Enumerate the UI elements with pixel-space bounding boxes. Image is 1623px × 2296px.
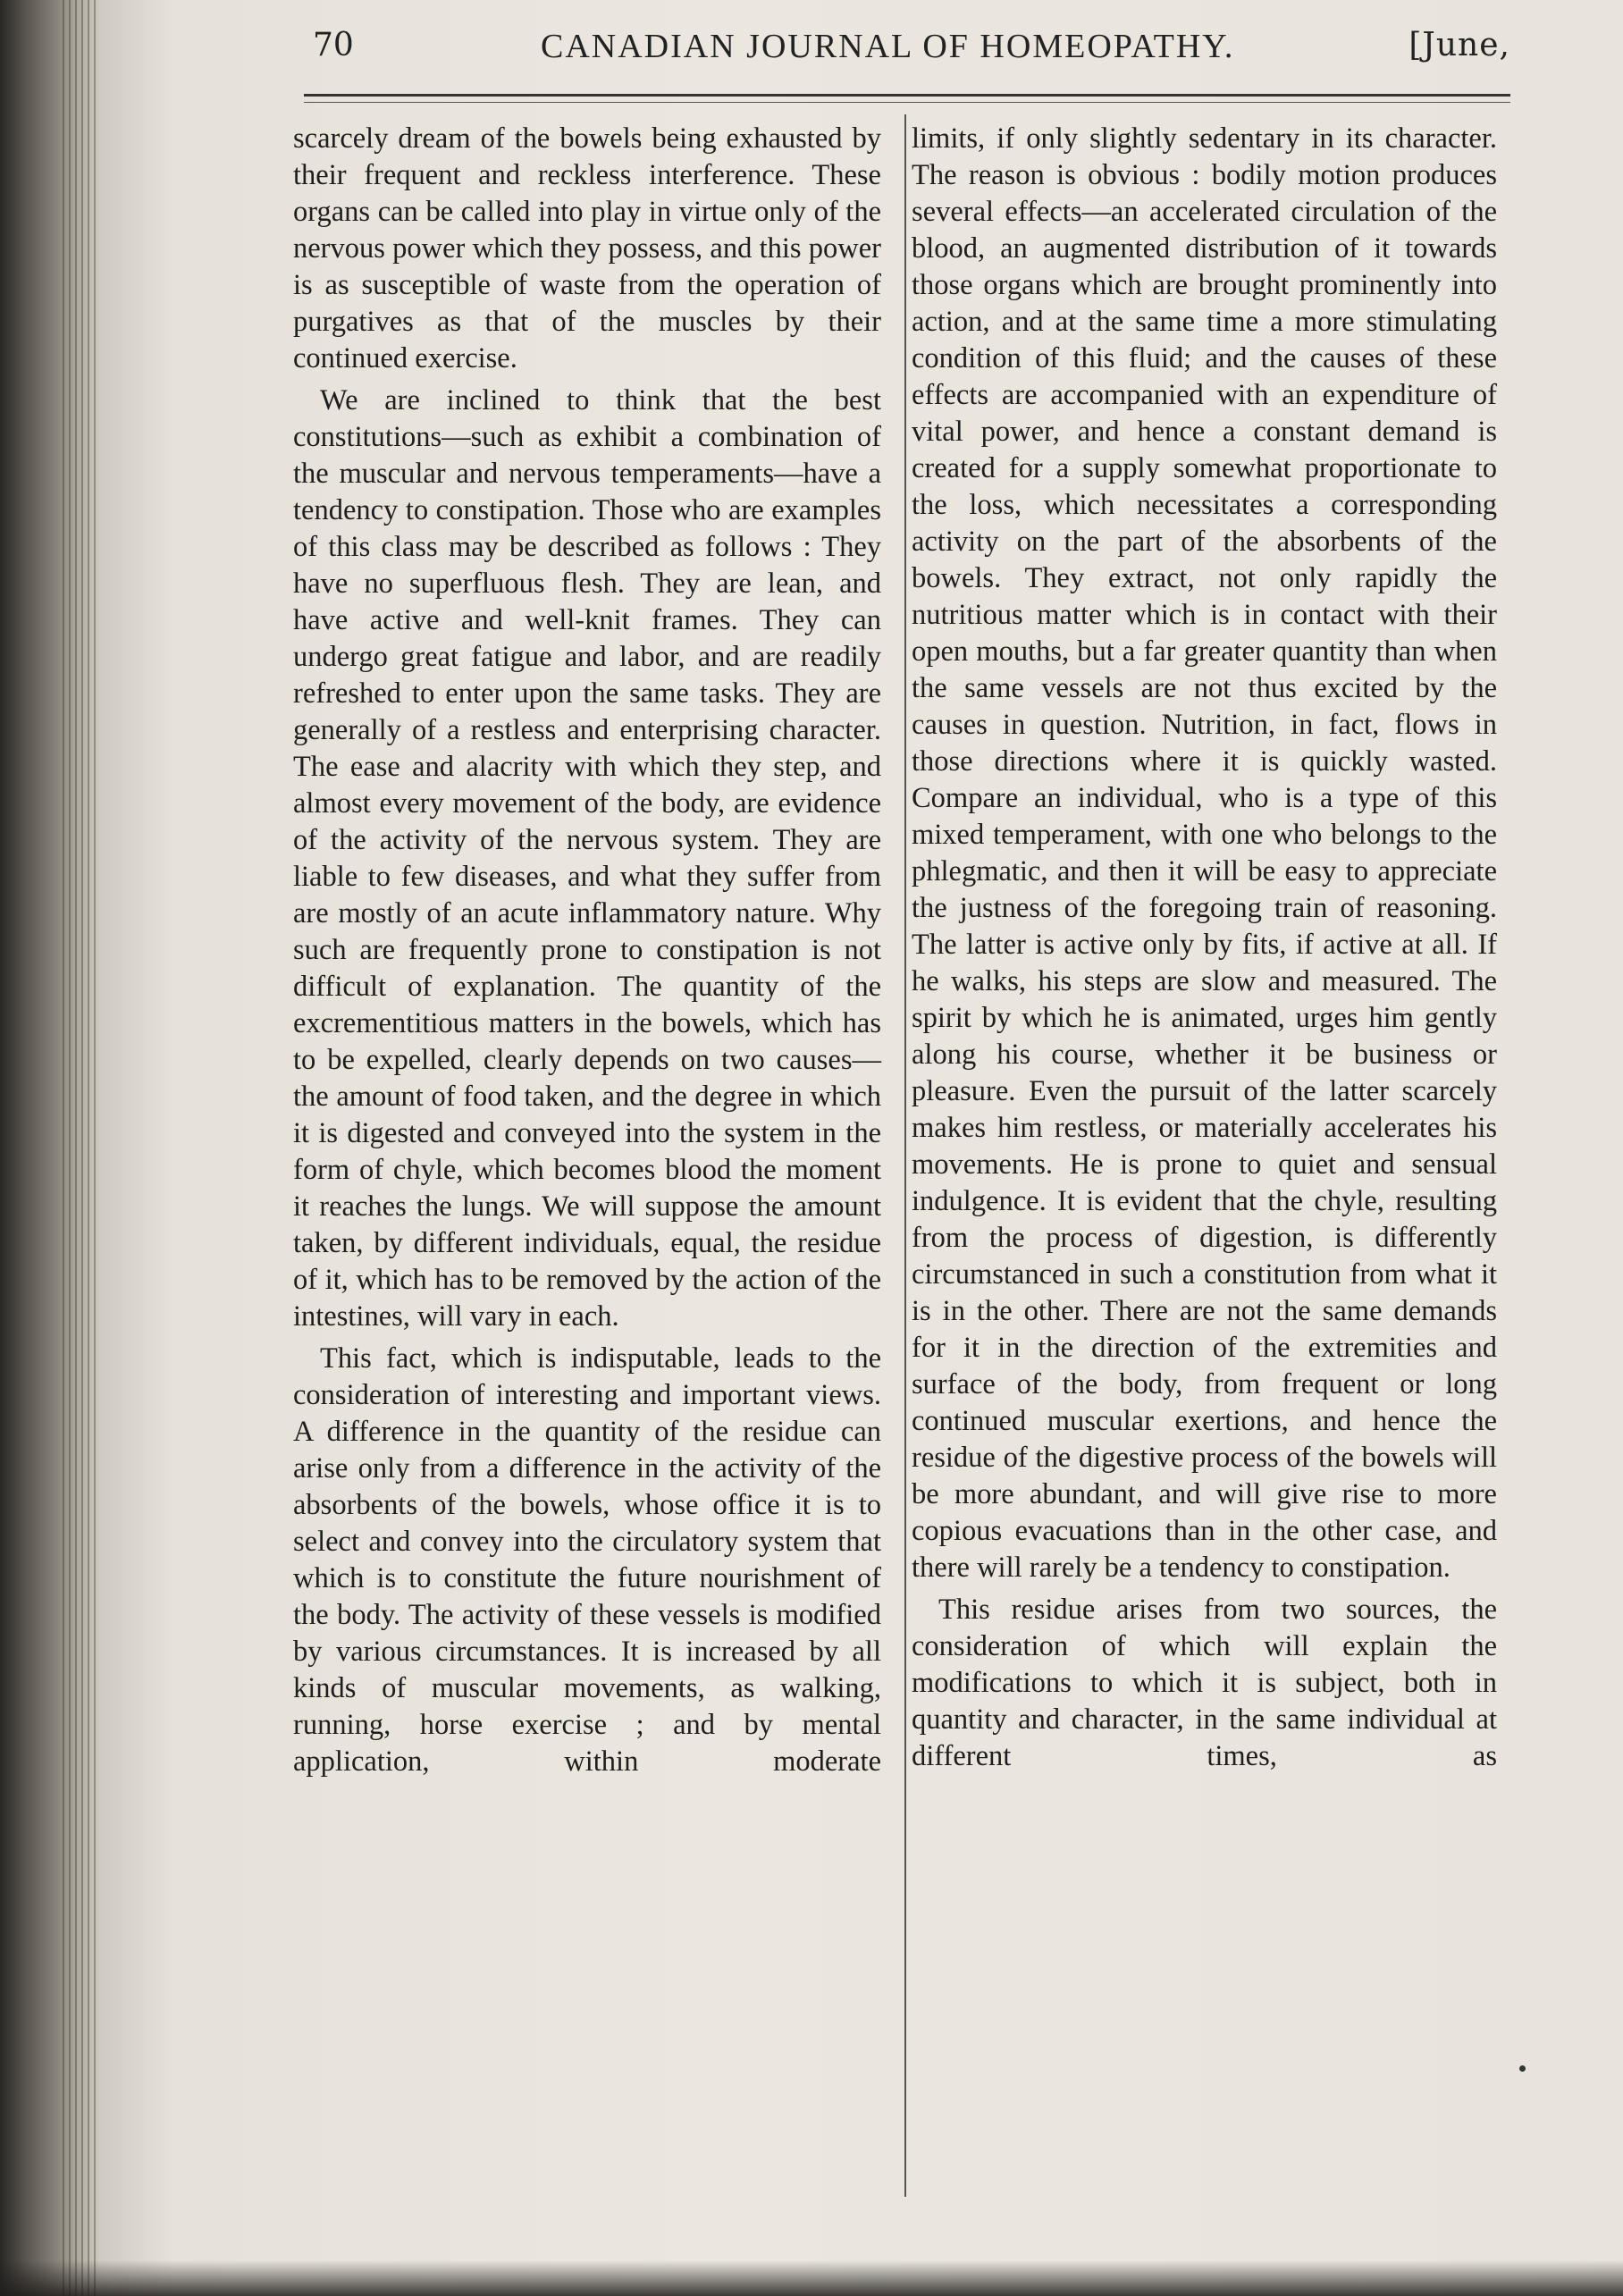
page-number: 70 [313, 27, 354, 63]
right-paragraph-1: limits, if only slightly sedentary in its character. The reason is obvious : bodily motion produces several effects—an accelerated circulation of the blood, an augmented distribution of it towards those organs which are brought prominently into action, and at the same time a more stimulating condition of this fluid; and the causes of these effects are accompanied with an expenditure of vital power, and hence a constant demand is created for a supply somewhat proportionate to the loss, which necessitates a corresponding activity on the part of the absorbents of the bowels. They extract, not only rapidly the nutritious matter which is in contact with their open mouths, but a far greater quantity than when the same vessels are not thus excited by the causes in question. Nutrition, in fact, flows in those directions where it is quickly wasted. Compare an individual, who is a type of this mixed temperament, with one who belongs to the phlegmatic, and then it will be easy to appreciate the justness of the foregoing train of reasoning. The latter is active only by fits, if active at all. If he walks, his steps are slow and measured. The spirit by which he is animated, urges him gently along his course, whether it be business or pleasure. Even the pursuit of the latter scarcely makes him restless, or materially accelerates his movements. He is prone to quiet and sensual indulgence. It is evident that the chyle, resulting from the process of digestion, is differently circumstanced in such a constitution from what it is in the other. There are not the same demands for it in the direction of the extremities and surface of the body, from frequent or long continued muscular exertions, and hence the residue of the digestive process of the bowels will be more abundant, and will give rise to more copious evacuations than in the other case, and there will rarely be a tendency to constipation. [912, 122, 1497, 1584]
journal-title: CANADIAN JOURNAL OF HOMEOPATHY. [541, 28, 1235, 65]
right-paragraph-2: This residue arises from two sources, the consideration of which will explain the modifications to which it is subject, both in quantity and character, in the same individual at different times, as [912, 1594, 1497, 1772]
left-paragraph-1: scarcely dream of the bowels being exhausted by their frequent and reckless interference. These organs can be called into play in virtue only of the nervous power which they possess, and this power is as susceptible of waste from the operation of purgatives as that of the muscles by their continued exercise. [293, 122, 881, 374]
scan-bottom-shadow [0, 2260, 1623, 2296]
left-paragraph-2: We are inclined to think that the best constitutions—such as exhibit a combination of the muscular and nervous temperaments—have a tendency to constipation. Those who are examples of this class may be described as follows : They have no superfluous flesh. They are lean, and have active and well-knit frames. They can undergo great fatigue and labor, and are readily refreshed to enter upon the same tasks. They are generally of a restless and enterprising character. The ease and alacrity with which they step, and almost every movement of the body, are evidence of the activity of the nervous system. They are liable to few diseases, and what they suffer from are mostly of an acute inflammatory nature. Why such are frequently prone to constipation is not difficult of explanation. The quantity of the excrementitious matters in the bowels, which has to be expelled, clearly depends on two causes—the amount of food taken, and the degree in which it is digested and conveyed into the system in the form of chyle, which becomes blood the moment it reaches the lungs. We will suppose the amount taken, by different individuals, equal, the residue of it, which has to be removed by the action of the intestines, will vary in each. [293, 384, 881, 1333]
header-rule-thin [304, 102, 1510, 103]
left-column [293, 121, 881, 1780]
left-paragraph-3: This fact, which is indisputable, leads to the consideration of interesting and important views. A difference in the quantity of the residue can arise only from a difference in the activity of the absorbents of the bowels, whose office it is to select and convey into the circulatory system that which is to constitute the future nourishment of the body. The activity of these vessels is modified by various circumstances. It is increased by all kinds of muscular movements, as walking, running, horse exercise ; and by mental application, within moderate [293, 1342, 881, 1778]
running-header [313, 27, 1510, 80]
margin-mark [1519, 2065, 1526, 2072]
right-column [912, 121, 1497, 1775]
header-rule-thick [304, 94, 1510, 97]
issue-month: [June, [1409, 27, 1510, 63]
column-divider [904, 114, 906, 2197]
